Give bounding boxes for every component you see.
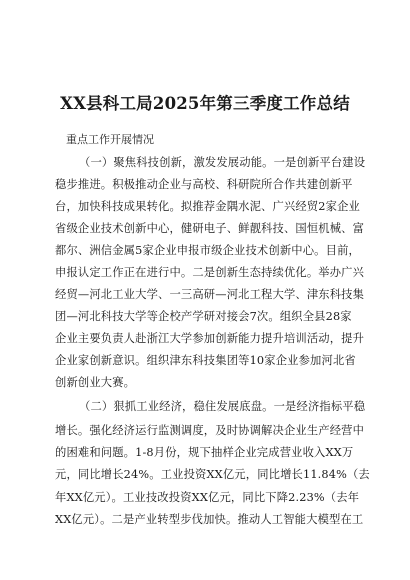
body-line: 都尔、洲信金属5家企业申报市级企业技术创新中心。目前， <box>55 244 360 257</box>
body-line: XX亿元）。二是产业转型步伐加快。推动人工智能大模型在工 <box>55 513 364 526</box>
section-heading: 重点工作开展情况 <box>66 133 154 146</box>
body-line: 企业家创新意识。组织津东科技集团等10家企业参加河北省 <box>55 354 356 367</box>
body-line: 的困难和问题。1-8月份，规下抽样企业完成营业收入XX万 <box>55 446 354 459</box>
body-line: 经贸—河北工业大学、一三高研—河北工程大学、津东科技集 <box>55 288 365 301</box>
body-line: 创新创业大赛。 <box>55 376 136 389</box>
body-line: 团—河北科技大学等企校产学研对接会7次。组织全县28家 <box>55 310 352 323</box>
body-line: 企业主要负责人赴浙江大学参加创新能力提升培训活动，提升 <box>55 332 365 345</box>
body-line: （一）聚焦科技创新，激发发展动能。一是创新平台建设 <box>79 156 366 169</box>
document-title: XX县科工局2025年第三季度工作总结 <box>60 94 350 113</box>
body-line: 年XX亿元）。工业技改投资XX亿元，同比下降2.23%（去年 <box>55 491 360 504</box>
body-line: 台，加快科技成果转化。拟推荐金隅水泥、广兴经贸2家企业 <box>55 200 360 213</box>
body-line: 省级企业技术创新中心，健研电子、鲜靓科技、国恒机械、富 <box>55 222 365 235</box>
body-line: 稳步推进。积极推动企业与高校、科研院所合作共建创新平 <box>55 178 353 191</box>
body-line: 申报认定工作正在进行中。二是创新生态持续优化。举办广兴 <box>55 266 365 279</box>
body-line: 元，同比增长24%。工业投资XX亿元，同比增长11.84%（去 <box>55 468 370 481</box>
body-line: 增长。强化经济运行监测调度，及时协调解决企业生产经营中 <box>55 424 365 437</box>
body-line: （二）狠抓工业经济，稳住发展底盘。一是经济指标平稳 <box>79 400 366 413</box>
